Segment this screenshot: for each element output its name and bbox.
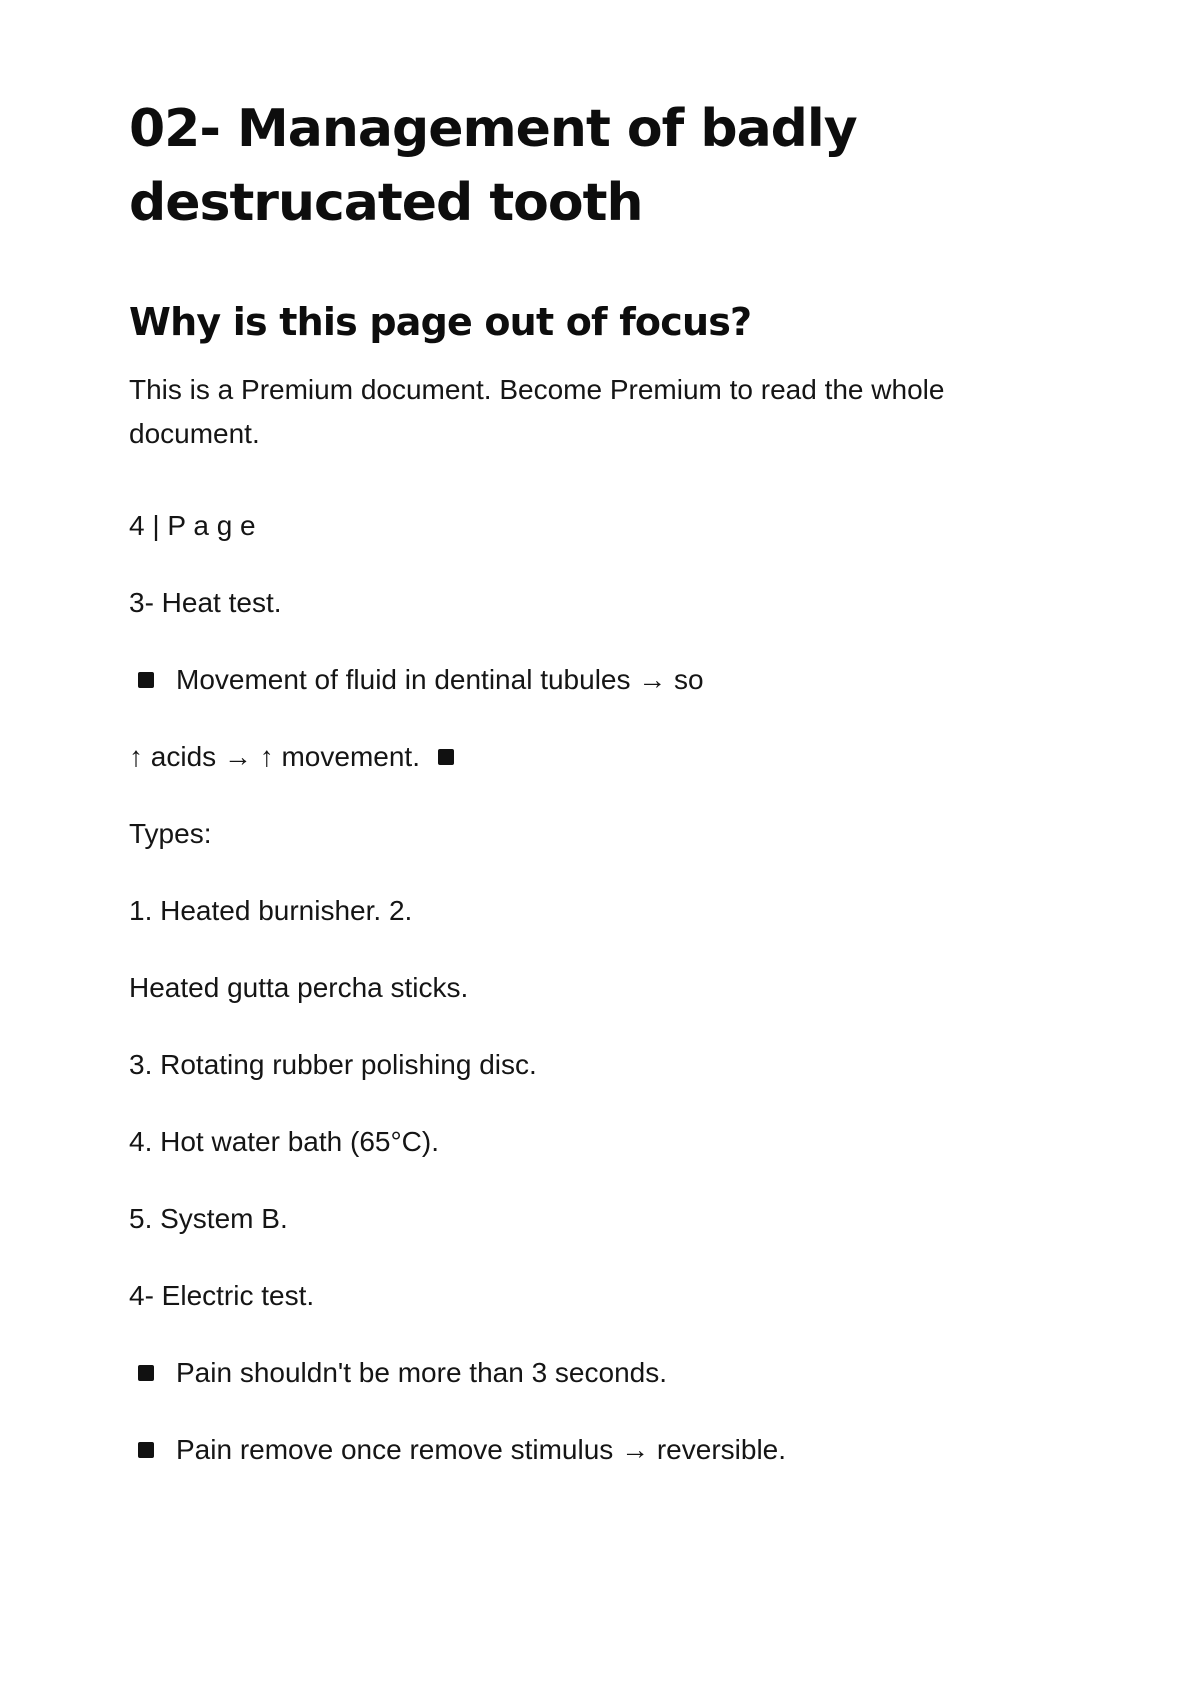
bullet-text: Pain remove once remove stimulus → reversible. xyxy=(176,1434,787,1465)
document-title: 02- Management of badly destrucated tooth xyxy=(129,99,857,233)
bullet-text: Movement of fluid in dentinal tubules → so xyxy=(176,664,704,695)
black-square-icon xyxy=(138,1365,154,1381)
premium-notice-text: This is a Premium document. Become Premium to read the whole document. xyxy=(129,374,945,449)
list-item xyxy=(129,1432,1089,1468)
document-body xyxy=(129,508,1089,1468)
bullet-text: Pain shouldn't be more than 3 seconds. xyxy=(176,1357,667,1388)
electric-test-heading: 4- Electric test. xyxy=(129,1280,315,1311)
heat-test-heading: 3- Heat test. xyxy=(129,587,282,618)
list-item: 1. Heated burnisher. 2. xyxy=(129,895,413,926)
premium-notice-heading: Why is this page out of focus? xyxy=(129,300,752,344)
document-page xyxy=(129,92,1089,1509)
list-item: 4. Hot water bath (65°C). xyxy=(129,1126,439,1157)
page-marker: 4 | P a g e xyxy=(129,510,256,541)
black-square-icon xyxy=(138,672,154,688)
list-item xyxy=(129,739,1089,775)
black-square-icon xyxy=(138,1442,154,1458)
black-square-icon xyxy=(438,749,454,765)
list-item: Heated gutta percha sticks. xyxy=(129,972,469,1003)
list-item: 5. System B. xyxy=(129,1203,288,1234)
list-item xyxy=(129,1355,1089,1391)
list-item xyxy=(129,662,1089,698)
acids-text: ↑ acids → ↑ movement. xyxy=(129,741,420,772)
list-item: 3. Rotating rubber polishing disc. xyxy=(129,1049,537,1080)
types-label: Types: xyxy=(129,818,212,849)
